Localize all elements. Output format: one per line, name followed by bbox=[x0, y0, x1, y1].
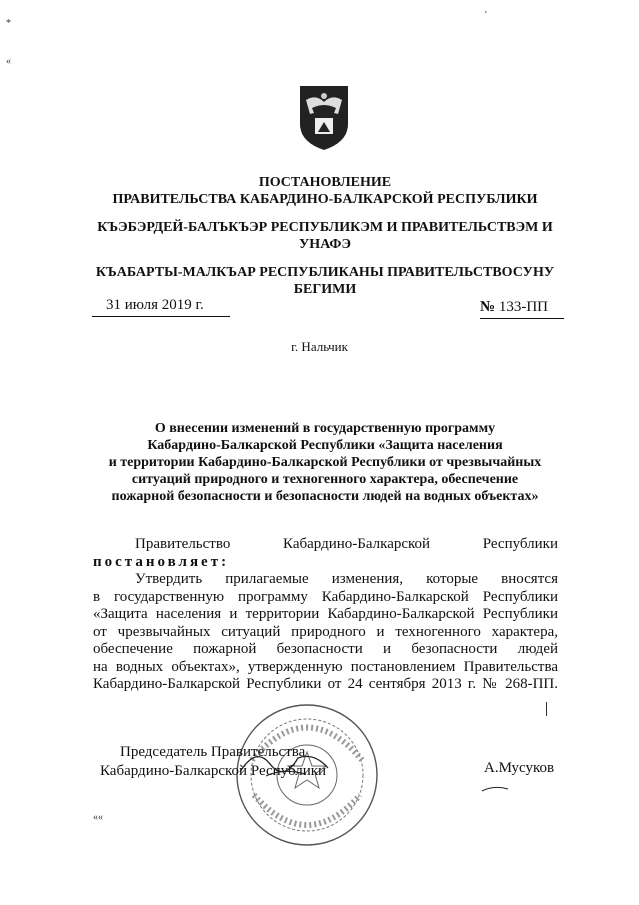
date-underline bbox=[92, 316, 230, 317]
signatory-title-line: Кабардино-Балкарской Республики bbox=[100, 763, 327, 779]
title-line: ситуаций природного и техногенного характера, обеспечение bbox=[131, 472, 519, 487]
document-number bbox=[480, 299, 548, 316]
city: г. Нальчик bbox=[291, 339, 348, 354]
body-line: в государственную программу Кабардино-Балкарской Республики bbox=[93, 588, 558, 605]
scan-mark: ' bbox=[485, 10, 487, 21]
title-line: Кабардино-Балкарской Республики «Защита населения bbox=[147, 438, 503, 453]
scan-mark: «« bbox=[93, 812, 103, 823]
body-line: «Защита населения и территории Кабардино-Балкарской Республики bbox=[93, 606, 558, 622]
handwritten-signature bbox=[236, 742, 332, 782]
resolves-label: постановляет: bbox=[93, 553, 230, 570]
resolution-title bbox=[80, 420, 570, 505]
kabardian-heading-2: УНАФЭ bbox=[299, 237, 351, 252]
body-line: Правительство Кабардино-Балкарской Республики bbox=[135, 536, 558, 552]
title-line: пожарной безопасности и безопасности людей на водных объектах» bbox=[111, 489, 539, 504]
kabardian-heading-1: КЪЭБЭРДЕЙ-БАЛЪКЪЭР РЕСПУБЛИКЭМ И ПРАВИТЕЛЬСТВЭМ И bbox=[97, 220, 553, 235]
number-underline bbox=[480, 318, 564, 319]
number-label: № bbox=[480, 299, 496, 315]
balkar-heading-1: КЪАБАРТЫ-МАЛКЪАР РЕСПУБЛИКАНЫ ПРАВИТЕЛЬСТВОСУНУ bbox=[95, 265, 555, 280]
body-line: на водных объектах», утвержденную постановлением Правительства bbox=[93, 658, 558, 675]
authority-heading: ПРАВИТЕЛЬСТВА КАБАРДИНО-БАЛКАРСКОЙ РЕСПУБЛИКИ bbox=[112, 192, 538, 207]
document-type-heading: ПОСТАНОВЛЕНИЕ bbox=[258, 175, 392, 190]
name-flourish bbox=[480, 780, 510, 788]
resolution-body bbox=[93, 536, 558, 694]
title-line: О внесении изменений в государственную программу bbox=[154, 421, 496, 436]
number-value: 133-ПП bbox=[498, 299, 548, 315]
balkar-heading-2: БЕГИМИ bbox=[293, 282, 357, 297]
title-line: и территории Кабардино-Балкарской Республики от чрезвычайных bbox=[108, 455, 542, 470]
body-line: от чрезвычайных ситуаций природного и техногенного характера, bbox=[93, 623, 558, 640]
coat-of-arms-icon bbox=[298, 84, 350, 152]
signatory-title-line: Председатель Правительства bbox=[120, 744, 306, 760]
scan-mark: « bbox=[6, 56, 11, 67]
signatory-name: А.Мусуков bbox=[484, 760, 555, 776]
document-date: 31 июля 2019 г. bbox=[106, 297, 204, 313]
scan-mark: * bbox=[6, 18, 11, 29]
body-line: Утвердить прилагаемые изменения, которые вносятся bbox=[135, 571, 558, 587]
body-line: обеспечение пожарной безопасности и безопасности людей bbox=[93, 641, 558, 657]
margin-mark bbox=[546, 702, 547, 716]
body-line: Кабардино-Балкарской Республики от 24 сентября 2013 г. № 268-ПП. bbox=[93, 676, 558, 692]
